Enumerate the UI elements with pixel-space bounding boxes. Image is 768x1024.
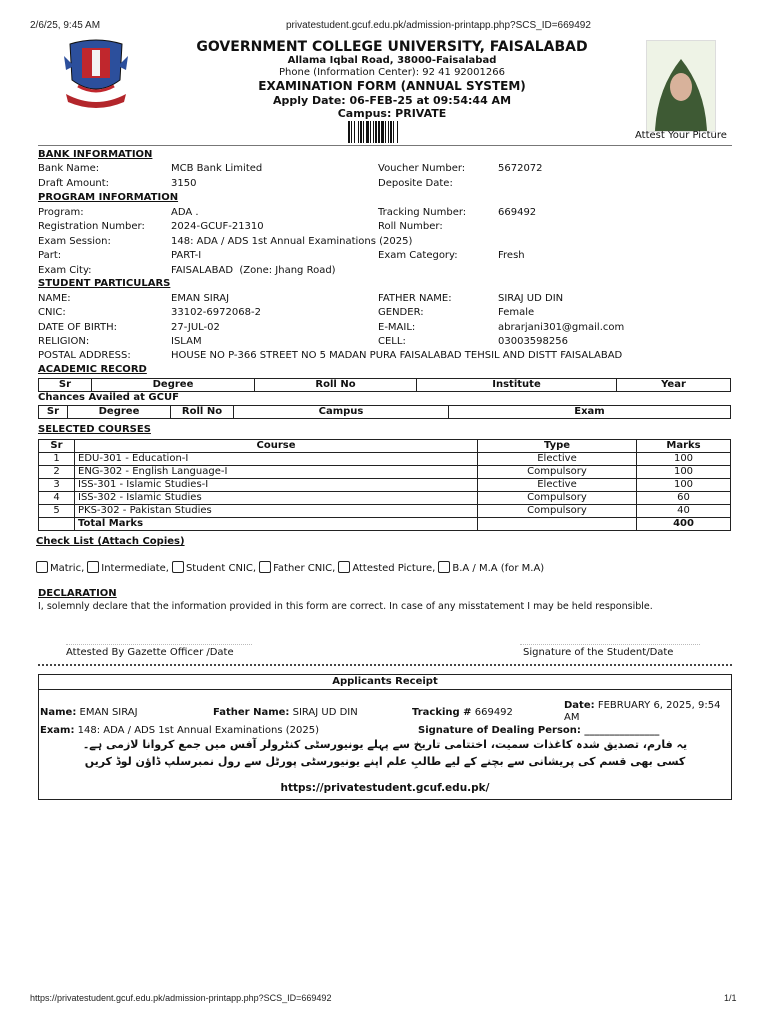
city-label: Exam City: [38,265,92,276]
course-marks: 100 [637,453,731,466]
bank-name-label: Bank Name: [38,163,100,174]
gender-value: Female [498,307,535,318]
program-section-title: PROGRAM INFORMATION [38,192,179,203]
checkbox[interactable] [438,561,450,573]
course-marks: 40 [637,505,731,518]
course-type: Compulsory [478,505,637,518]
courses-section-title: SELECTED COURSES [38,424,151,435]
father-label: FATHER NAME: [378,293,452,304]
chances-col-campus: Campus [234,406,449,419]
course-type: Elective [478,479,637,492]
draft-label: Draft Amount: [38,178,110,189]
urdu-instruction-2: کسی بھی قسم کی پریشانی سے بچنے کے لیے طالبِ علم اپنے یونیورسٹی پورٹل سے رول نمبرسلپ ڈاؤن لوڈ کریں [84,755,686,768]
academic-section-title: ACADEMIC RECORD [38,364,147,375]
father-value: SIRAJ UD DIN [498,293,564,304]
course-row [39,492,731,505]
photo-caption: Attest Your Picture [635,130,727,141]
declaration-text: I, solemnly declare that the information provided in this form are correct. In case of any misstatement I may be held responsible. [38,601,653,612]
postal-label: POSTAL ADDRESS: [38,350,131,361]
chances-col-degree: Degree [68,406,171,419]
session-value: 148: ADA / ADS 1st Annual Examinations (2025) [171,236,413,247]
gender-label: GENDER: [378,307,424,318]
receipt-name-label: Name: [40,707,77,718]
receipt-date-value: FEBRUARY 6, 2025, 9:54 AM [564,700,721,723]
courses-col-type: Type [478,440,637,453]
course-type: Elective [478,453,637,466]
courses-col-marks: Marks [637,440,731,453]
course-type: Compulsory [478,466,637,479]
attested-by-label: Attested By Gazette Officer /Date [66,647,234,658]
portal-link[interactable]: https://privatestudent.gcuf.edu.pk/ [280,782,490,794]
courses-col-sr: Sr [39,440,75,453]
course-sr: 1 [39,453,75,466]
course-name: ISS-302 - Islamic Studies [75,492,478,505]
student-signature-label: Signature of the Student/Date [523,647,674,658]
receipt-tracking [412,707,513,718]
checkbox[interactable] [36,561,48,573]
course-row [39,479,731,492]
chances-title: Chances Availed at GCUF [38,392,179,403]
program-label: Program: [38,207,84,218]
print-page-number: 1/1 [724,993,737,1003]
checklist [36,561,547,574]
cell-label: CELL: [378,336,406,347]
checklist-title: Check List (Attach Copies) [36,536,185,547]
print-timestamp: 2/6/25, 9:45 AM [30,20,101,31]
course-sr: 4 [39,492,75,505]
cnic-label: CNIC: [38,307,66,318]
course-name: PKS-302 - Pakistan Studies [75,505,478,518]
registration-label: Registration Number: [38,221,145,232]
religion-value: ISLAM [171,336,202,347]
course-sr: 2 [39,466,75,479]
courses-table [38,439,731,531]
religion-label: RELIGION: [38,336,90,347]
receipt-name [40,707,138,718]
session-label: Exam Session: [38,236,111,247]
deposit-label: Deposite Date: [378,178,453,189]
dob-value: 27-JUL-02 [171,322,220,333]
urdu-instruction-1: یہ فارم، تصدیق شدہ کاغذات سمیت، اختتامی تاریخ سے پہلے یونیورسٹی کنٹرولر آفس میں جمع کروانا لازمی ہے۔ [82,738,688,751]
chances-table [38,405,731,419]
form-title: EXAMINATION FORM (ANNUAL SYSTEM) [258,79,526,93]
academic-col-sr: Sr [39,379,92,392]
dob-label: DATE OF BIRTH: [38,322,118,333]
course-row [39,505,731,518]
bank-name-value: MCB Bank Limited [171,163,263,174]
receipt-father-label: Father Name: [213,707,290,718]
receipt-exam-label: Exam: [40,725,75,736]
student-photo [646,40,716,132]
course-row [39,466,731,479]
postal-value: HOUSE NO P-366 STREET NO 5 MADAN PURA FAISALABAD TEHSIL AND DISTT FAISALABAD [171,350,623,361]
category-label: Exam Category: [378,250,458,261]
courses-col-course: Course [75,440,478,453]
academic-table [38,378,731,392]
barcode [348,121,422,143]
receipt-exam [40,725,319,736]
apply-date: Apply Date: 06-FEB-25 at 09:54:44 AM [272,94,512,107]
course-sr: 5 [39,505,75,518]
email-value: abrarjani301@gmail.com [498,322,625,333]
checkbox[interactable] [259,561,271,573]
receipt-name-value: EMAN SIRAJ [79,707,138,718]
receipt-exam-value: 148: ADA / ADS 1st Annual Examinations (2025) [77,725,320,736]
course-name: ISS-301 - Islamic Studies-I [75,479,478,492]
course-sr: 3 [39,479,75,492]
checklist-item-label: Intermediate, [101,563,169,574]
dealing-person-signature: Signature of Dealing Person: _______________ [418,725,660,736]
registration-value: 2024-GCUF-21310 [171,221,264,232]
course-marks: 60 [637,492,731,505]
university-address: Allama Iqbal Road, 38000-Faisalabad [287,55,497,66]
phone-info: Phone (Information Center): 92 41 92001266 [279,67,505,78]
receipt-date [564,700,730,724]
chances-col-sr: Sr [39,406,68,419]
student-section-title: STUDENT PARTICULARS [38,278,171,289]
total-marks-value: 400 [637,518,731,531]
print-footer-url: https://privatestudent.gcuf.edu.pk/admission-printapp.php?SCS_ID=669492 [30,993,332,1003]
program-value: ADA . [171,207,199,218]
roll-label: Roll Number: [378,221,443,232]
receipt-father [213,707,358,718]
university-name: GOVERNMENT COLLEGE UNIVERSITY, FAISALABAD [196,39,588,55]
cnic-value: 33102-6972068-2 [171,307,261,318]
academic-col-degree: Degree [92,379,255,392]
checkbox[interactable] [87,561,99,573]
receipt-tracking-value: 669492 [474,707,513,718]
chances-col-exam: Exam [449,406,731,419]
checklist-item-label: Attested Picture, [352,563,436,574]
print-url: privatestudent.gcuf.edu.pk/admission-printapp.php?SCS_ID=669492 [286,20,591,31]
voucher-label: Voucher Number: [378,163,466,174]
receipt-date-label: Date: [564,700,595,711]
voucher-value: 5672072 [498,163,543,174]
receipt-father-value: SIRAJ UD DIN [292,707,358,718]
name-value: EMAN SIRAJ [171,293,230,304]
city-value: FAISALABAD (Zone: Jhang Road) [171,265,336,276]
course-row [39,453,731,466]
checkbox[interactable] [172,561,184,573]
checklist-item-label: B.A / M.A (for M.A) [452,563,545,574]
course-type: Compulsory [478,492,637,505]
part-value: PART-I [171,250,202,261]
total-marks-label: Total Marks [75,518,478,531]
email-label: E-MAIL: [378,322,416,333]
cell-value: 03003598256 [498,336,568,347]
campus: Campus: PRIVATE [337,107,447,120]
academic-col-rollno: Roll No [255,379,417,392]
checklist-item-label: Father CNIC, [273,563,336,574]
name-label: NAME: [38,293,71,304]
course-name: EDU-301 - Education-I [75,453,478,466]
chances-col-rollno: Roll No [171,406,234,419]
academic-col-year: Year [617,379,731,392]
bank-section-title: BANK INFORMATION [38,149,153,160]
course-marks: 100 [637,479,731,492]
tracking-label: Tracking Number: [378,207,467,218]
draft-value: 3150 [171,178,197,189]
academic-col-institute: Institute [417,379,617,392]
tracking-value: 669492 [498,207,537,218]
checklist-item-label: Matric, [50,563,85,574]
checklist-item-label: Student CNIC, [185,563,257,574]
declaration-title: DECLARATION [38,588,117,599]
receipt-title: Applicants Receipt [39,675,731,690]
course-marks: 100 [637,466,731,479]
course-name: ENG-302 - English Language-I [75,466,478,479]
part-label: Part: [38,250,62,261]
category-value: Fresh [498,250,525,261]
checkbox[interactable] [338,561,350,573]
receipt-tracking-label: Tracking # [412,707,472,718]
